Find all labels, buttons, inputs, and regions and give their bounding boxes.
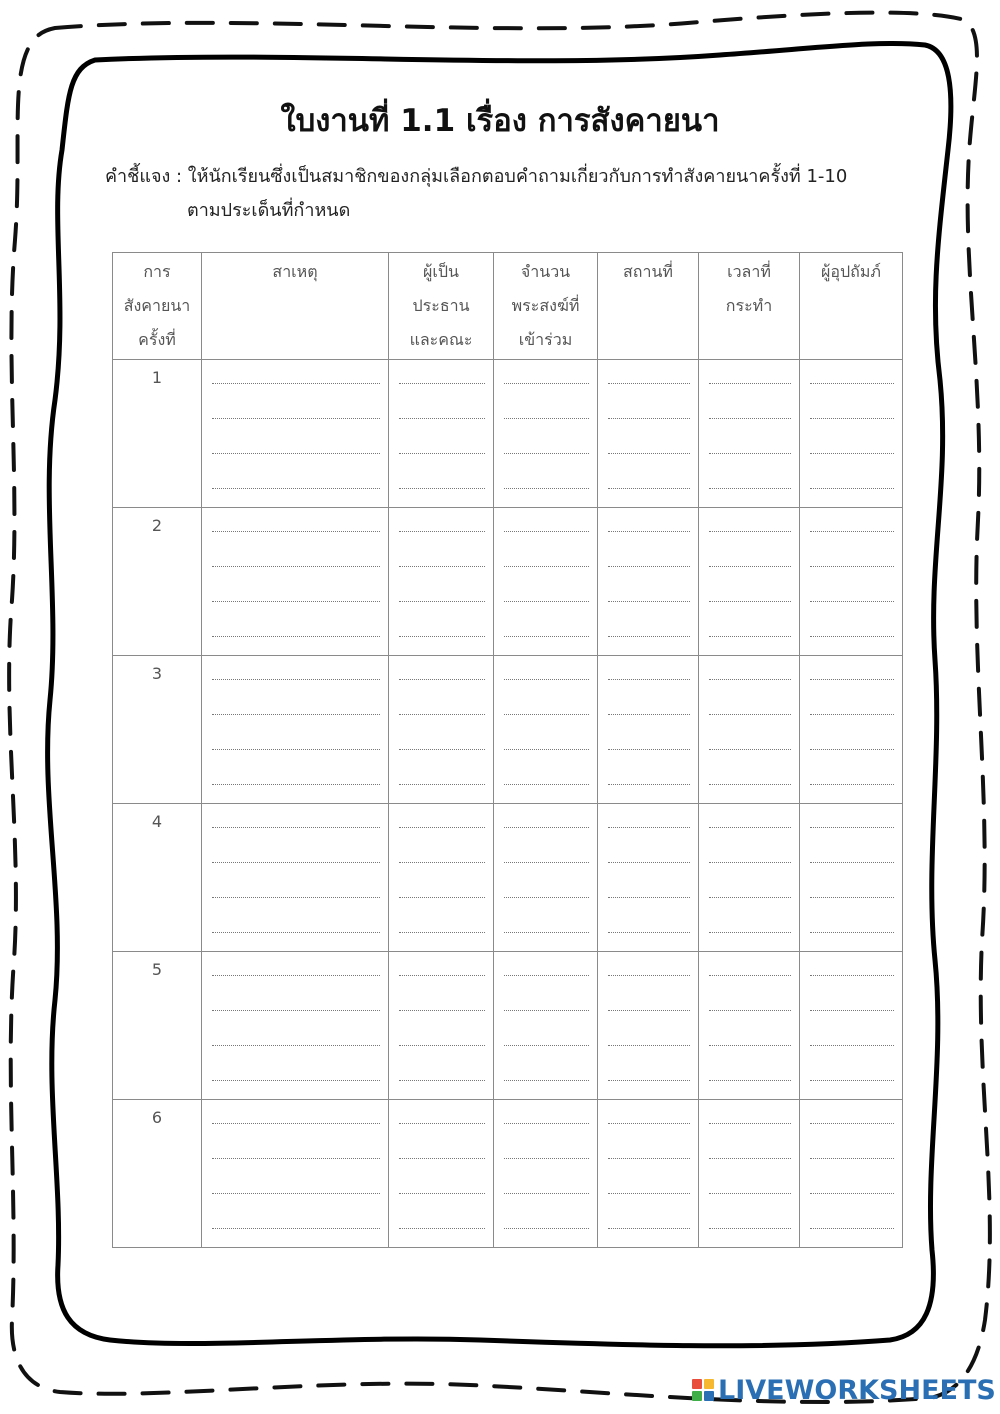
answer-cell[interactable] — [598, 952, 699, 1100]
answer-cell[interactable] — [598, 508, 699, 656]
dotted-line — [709, 680, 791, 715]
dotted-line — [399, 1124, 485, 1159]
dotted-answer-lines — [399, 370, 485, 489]
dotted-line — [608, 1011, 690, 1046]
dotted-line — [212, 384, 380, 419]
dotted-line — [709, 863, 791, 898]
column-header-line: จำนวน — [520, 262, 571, 281]
dotted-line — [399, 370, 485, 384]
answer-cell[interactable] — [202, 656, 389, 804]
dotted-answer-lines — [399, 666, 485, 785]
dotted-line — [810, 370, 894, 384]
dotted-line — [709, 454, 791, 489]
dotted-line — [212, 715, 380, 750]
dotted-answer-lines — [608, 962, 690, 1081]
dotted-answer-lines — [504, 518, 589, 637]
dotted-answer-lines — [608, 814, 690, 933]
dotted-line — [810, 898, 894, 933]
dotted-line — [709, 370, 791, 384]
dotted-line — [212, 518, 380, 532]
dotted-line — [709, 828, 791, 863]
dotted-answer-lines — [212, 518, 380, 637]
dotted-line — [399, 750, 485, 785]
answer-cell[interactable] — [494, 508, 598, 656]
row-number: 5 — [113, 952, 202, 1100]
dotted-line — [810, 814, 894, 828]
dotted-answer-lines — [709, 1110, 791, 1229]
dotted-line — [709, 1110, 791, 1124]
dotted-line — [399, 976, 485, 1011]
dotted-answer-lines — [212, 666, 380, 785]
dotted-answer-lines — [399, 962, 485, 1081]
dotted-line — [212, 1011, 380, 1046]
dotted-line — [709, 518, 791, 532]
dotted-answer-lines — [810, 666, 894, 785]
dotted-line — [810, 863, 894, 898]
row-number: 1 — [113, 360, 202, 508]
dotted-line — [212, 898, 380, 933]
liveworksheets-brand — [692, 1374, 996, 1406]
table-row — [113, 360, 903, 508]
dotted-line — [399, 814, 485, 828]
dotted-line — [810, 715, 894, 750]
column-header-line: สังคายนา — [123, 296, 191, 315]
dotted-line — [608, 666, 690, 680]
dotted-line — [504, 976, 589, 1011]
column-header-line: ผู้อุปถัมภ์ — [821, 262, 881, 281]
row-number: 2 — [113, 508, 202, 656]
dotted-line — [810, 680, 894, 715]
dotted-answer-lines — [212, 370, 380, 489]
answer-cell[interactable] — [800, 508, 903, 656]
dotted-line — [504, 567, 589, 602]
column-header — [598, 253, 699, 360]
table-row — [113, 1100, 903, 1248]
dotted-line — [608, 814, 690, 828]
dotted-line — [709, 814, 791, 828]
dotted-line — [504, 814, 589, 828]
dotted-line — [212, 1110, 380, 1124]
dotted-answer-lines — [212, 962, 380, 1081]
answer-cell[interactable] — [389, 952, 494, 1100]
column-header — [494, 253, 598, 360]
answer-cell[interactable] — [494, 804, 598, 952]
dotted-line — [399, 1110, 485, 1124]
dotted-line — [504, 454, 589, 489]
dotted-line — [810, 384, 894, 419]
dotted-line — [212, 666, 380, 680]
dotted-line — [212, 962, 380, 976]
dotted-line — [504, 962, 589, 976]
column-header-line: สาเหตุ — [272, 262, 318, 281]
answer-cell[interactable] — [699, 1100, 800, 1248]
column-header-line: ผู้เป็น — [423, 262, 459, 281]
dotted-line — [399, 1011, 485, 1046]
answer-cell[interactable] — [598, 1100, 699, 1248]
dotted-answer-lines — [212, 814, 380, 933]
answer-cell[interactable] — [202, 804, 389, 952]
dotted-line — [504, 666, 589, 680]
answer-cell[interactable] — [389, 656, 494, 804]
dotted-line — [399, 1159, 485, 1194]
dotted-line — [810, 454, 894, 489]
dotted-answer-lines — [504, 962, 589, 1081]
dotted-line — [709, 962, 791, 976]
dotted-line — [399, 532, 485, 567]
dotted-line — [709, 1124, 791, 1159]
answer-cell[interactable] — [389, 508, 494, 656]
dotted-line — [709, 602, 791, 637]
answer-cell[interactable] — [800, 952, 903, 1100]
dotted-line — [212, 680, 380, 715]
dotted-line — [504, 898, 589, 933]
dotted-line — [504, 715, 589, 750]
dotted-line — [709, 419, 791, 454]
dotted-line — [212, 814, 380, 828]
dotted-answer-lines — [810, 1110, 894, 1229]
answer-cell[interactable] — [800, 656, 903, 804]
dotted-line — [709, 1194, 791, 1229]
dotted-line — [709, 750, 791, 785]
dotted-line — [399, 518, 485, 532]
dotted-line — [608, 863, 690, 898]
dotted-answer-lines — [709, 666, 791, 785]
dotted-line — [212, 828, 380, 863]
answer-cell[interactable] — [202, 508, 389, 656]
dotted-answer-lines — [608, 370, 690, 489]
dotted-line — [608, 1046, 690, 1081]
dotted-line — [399, 680, 485, 715]
dotted-line — [504, 532, 589, 567]
dotted-line — [709, 384, 791, 419]
dotted-line — [709, 898, 791, 933]
dotted-line — [810, 1194, 894, 1229]
dotted-line — [608, 962, 690, 976]
dotted-answer-lines — [810, 518, 894, 637]
column-header-line: และคณะ — [409, 330, 473, 349]
table-row — [113, 952, 903, 1100]
dotted-answer-lines — [399, 518, 485, 637]
dotted-answer-lines — [709, 962, 791, 1081]
answer-cell[interactable] — [389, 360, 494, 508]
dotted-line — [608, 567, 690, 602]
dotted-line — [399, 1046, 485, 1081]
worksheet-table — [112, 252, 903, 1248]
dotted-line — [608, 419, 690, 454]
dotted-line — [399, 1194, 485, 1229]
table-row — [113, 656, 903, 804]
answer-cell[interactable] — [598, 804, 699, 952]
column-header — [202, 253, 389, 360]
dotted-line — [399, 898, 485, 933]
dotted-line — [212, 1046, 380, 1081]
table-row — [113, 804, 903, 952]
dotted-line — [810, 1046, 894, 1081]
answer-cell[interactable] — [389, 804, 494, 952]
column-header — [800, 253, 903, 360]
dotted-line — [504, 750, 589, 785]
dotted-answer-lines — [810, 814, 894, 933]
dotted-line — [399, 567, 485, 602]
dotted-answer-lines — [810, 962, 894, 1081]
column-header — [113, 253, 202, 360]
instruction-line-2: ตามประเด็นที่กำหนด — [187, 200, 351, 221]
dotted-line — [810, 750, 894, 785]
dotted-line — [810, 976, 894, 1011]
dotted-answer-lines — [608, 666, 690, 785]
dotted-line — [212, 1124, 380, 1159]
dotted-line — [399, 419, 485, 454]
answer-cell[interactable] — [202, 1100, 389, 1248]
dotted-line — [608, 1159, 690, 1194]
dotted-line — [810, 828, 894, 863]
dotted-line — [212, 370, 380, 384]
dotted-answer-lines — [399, 814, 485, 933]
dotted-line — [399, 384, 485, 419]
dotted-line — [608, 518, 690, 532]
dotted-line — [504, 370, 589, 384]
dotted-line — [504, 1110, 589, 1124]
answer-cell[interactable] — [202, 360, 389, 508]
dotted-answer-lines — [810, 370, 894, 489]
dotted-line — [810, 1011, 894, 1046]
dotted-answer-lines — [504, 1110, 589, 1229]
column-header-line: ครั้งที่ — [138, 330, 176, 349]
dotted-line — [212, 532, 380, 567]
dotted-line — [399, 962, 485, 976]
dotted-answer-lines — [399, 1110, 485, 1229]
dotted-line — [212, 863, 380, 898]
dotted-answer-lines — [709, 814, 791, 933]
answer-cell[interactable] — [598, 656, 699, 804]
dotted-line — [810, 567, 894, 602]
dotted-line — [504, 828, 589, 863]
dotted-answer-lines — [608, 1110, 690, 1229]
dotted-line — [810, 602, 894, 637]
dotted-line — [504, 1194, 589, 1229]
answer-cell[interactable] — [699, 804, 800, 952]
dotted-line — [608, 602, 690, 637]
instruction-line-1: คำชี้แจง : ให้นักเรียนซึ่งเป็นสมาชิกของกลุ่มเลือกตอบคำถามเกี่ยวกับการทำสังคายนาครั้งที่ 1-10 — [105, 166, 848, 187]
dotted-line — [399, 454, 485, 489]
dotted-line — [810, 962, 894, 976]
dotted-line — [709, 1159, 791, 1194]
answer-cell[interactable] — [494, 360, 598, 508]
column-header-line: พระสงฆ์ที่ — [511, 296, 580, 315]
dotted-line — [608, 715, 690, 750]
dotted-line — [212, 567, 380, 602]
answer-cell[interactable] — [494, 1100, 598, 1248]
answer-cell[interactable] — [699, 952, 800, 1100]
worksheet-title: ใบงานที่ 1.1 เรื่อง การสังคายนา — [280, 103, 720, 139]
dotted-answer-lines — [709, 518, 791, 637]
dotted-line — [709, 976, 791, 1011]
dotted-line — [608, 1124, 690, 1159]
dotted-line — [504, 419, 589, 454]
liveworksheets-logo-icon — [692, 1379, 714, 1401]
row-number: 4 — [113, 804, 202, 952]
table-body — [113, 360, 903, 1248]
column-header — [699, 253, 800, 360]
answer-cell[interactable] — [699, 360, 800, 508]
dotted-line — [399, 828, 485, 863]
dotted-line — [810, 666, 894, 680]
dotted-answer-lines — [709, 370, 791, 489]
dotted-line — [212, 454, 380, 489]
dotted-line — [709, 666, 791, 680]
dotted-line — [608, 680, 690, 715]
dotted-line — [810, 419, 894, 454]
table-row — [113, 508, 903, 656]
column-header-line: เวลาที่ — [727, 262, 771, 281]
dotted-answer-lines — [212, 1110, 380, 1229]
dotted-line — [504, 1159, 589, 1194]
column-header-line: ประธาน — [412, 296, 470, 315]
dotted-line — [399, 666, 485, 680]
dotted-line — [608, 750, 690, 785]
column-header — [389, 253, 494, 360]
dotted-line — [608, 370, 690, 384]
column-header-line: สถานที่ — [623, 262, 673, 281]
dotted-line — [399, 715, 485, 750]
answer-cell[interactable] — [800, 360, 903, 508]
row-number: 6 — [113, 1100, 202, 1248]
dotted-line — [608, 384, 690, 419]
answer-cell[interactable] — [699, 656, 800, 804]
dotted-line — [212, 419, 380, 454]
answer-cell[interactable] — [494, 952, 598, 1100]
answer-cell[interactable] — [699, 508, 800, 656]
table-header-row — [113, 253, 903, 360]
answer-cell[interactable] — [800, 804, 903, 952]
answer-cell[interactable] — [598, 360, 699, 508]
dotted-line — [810, 518, 894, 532]
dotted-line — [709, 1046, 791, 1081]
answer-cell[interactable] — [202, 952, 389, 1100]
dotted-line — [810, 532, 894, 567]
dotted-answer-lines — [504, 814, 589, 933]
dotted-answer-lines — [608, 518, 690, 637]
dotted-line — [709, 715, 791, 750]
dotted-line — [504, 1011, 589, 1046]
dotted-line — [608, 898, 690, 933]
dotted-line — [504, 863, 589, 898]
brand-text: LIVEWORKSHEETS — [718, 1374, 996, 1406]
dotted-line — [212, 976, 380, 1011]
dotted-line — [608, 828, 690, 863]
dotted-line — [504, 1046, 589, 1081]
answer-cell[interactable] — [494, 656, 598, 804]
dotted-answer-lines — [504, 666, 589, 785]
dotted-line — [504, 680, 589, 715]
dotted-line — [212, 1159, 380, 1194]
dotted-line — [212, 602, 380, 637]
dotted-line — [608, 1194, 690, 1229]
dotted-line — [212, 750, 380, 785]
dotted-line — [399, 863, 485, 898]
dotted-line — [504, 602, 589, 637]
dotted-answer-lines — [504, 370, 589, 489]
dotted-line — [709, 1011, 791, 1046]
dotted-line — [810, 1110, 894, 1124]
answer-cell[interactable] — [389, 1100, 494, 1248]
column-header-line: กระทำ — [725, 296, 773, 315]
dotted-line — [608, 1110, 690, 1124]
row-number: 3 — [113, 656, 202, 804]
dotted-line — [399, 602, 485, 637]
column-header-line: เข้าร่วม — [518, 330, 573, 349]
dotted-line — [709, 532, 791, 567]
answer-cell[interactable] — [800, 1100, 903, 1248]
dotted-line — [709, 567, 791, 602]
dotted-line — [608, 532, 690, 567]
dotted-line — [608, 454, 690, 489]
dotted-line — [608, 976, 690, 1011]
dotted-line — [810, 1159, 894, 1194]
dotted-line — [504, 384, 589, 419]
instructions — [105, 160, 905, 228]
dotted-line — [212, 1194, 380, 1229]
dotted-line — [504, 1124, 589, 1159]
dotted-line — [810, 1124, 894, 1159]
dotted-line — [504, 518, 589, 532]
column-header-line: การ — [143, 262, 171, 281]
